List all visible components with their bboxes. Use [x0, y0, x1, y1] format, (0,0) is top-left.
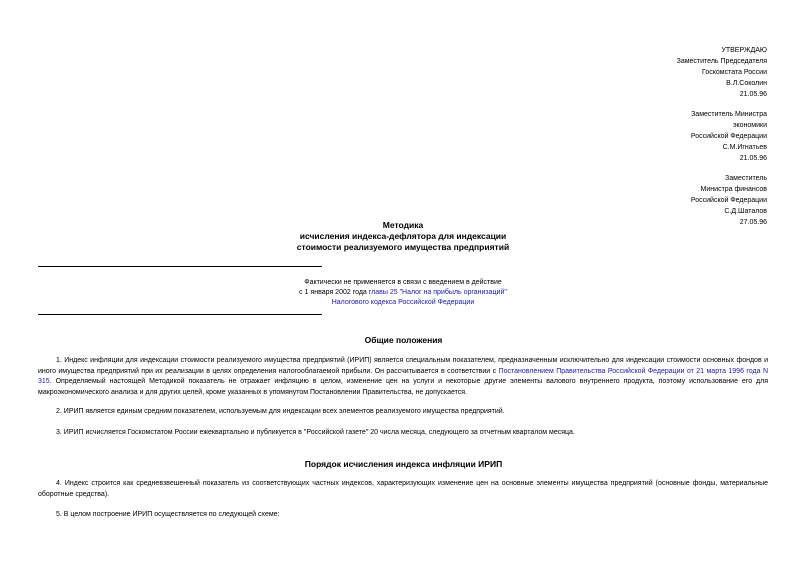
paragraph-text: . Определяемый настоящей Методикой показатель не отражает инфляцию в целом, изменение цен на услуги и некоторые другие элементы валового внутреннего продукта, поэтому использование его для макроэкономического анализа и для других целей, кроме указанных в упомянутом Постановлении Правительства, не допускается. — [38, 378, 768, 396]
approval-line: В.Л.Соколин — [726, 80, 767, 87]
divider-top — [38, 266, 322, 267]
section-heading-procedure: Порядок исчисления индекса инфляции ИРИП — [304, 459, 503, 469]
approval-date: 27.05.96 — [739, 219, 767, 226]
approval-stamps — [677, 45, 767, 237]
note-line — [200, 288, 606, 298]
approval-line: экономики — [732, 122, 767, 129]
note-line — [200, 298, 606, 308]
approval-line: С.Д.Шаталов — [724, 208, 767, 215]
approval-line: Министра финансов — [700, 186, 767, 193]
document-title — [200, 220, 606, 253]
approval-date: 21.05.96 — [739, 155, 767, 162]
approval-line: Российской Федерации — [690, 133, 767, 140]
approval-block-2 — [677, 109, 767, 164]
approval-line: Заместитель — [725, 175, 767, 182]
approval-block-3 — [677, 173, 767, 228]
approval-line: УТВЕРЖДАЮ — [721, 47, 767, 54]
note-line: Фактически не применяется в связи с введением в действие — [304, 279, 502, 286]
note-text: с 1 января 2002 года — [299, 289, 369, 296]
approval-line: Российской Федерации — [690, 197, 767, 204]
paragraph-4: 4. Индекс строится как средневзвешенный показатель из соответствующих частных индексов, характеризующих изменение цен на основные элементы имущества предприятий (основные фонды, материальные оборотные средства). — [38, 480, 768, 498]
paragraph-3: 3. ИРИП исчисляется Госкомстатом России ежеквартально и публикуется в "Российской газете" 20 числа месяца, следующего за отчетным кварталом месяца. — [56, 429, 575, 436]
title-line: исчисления индекса-дефлятора для индексации — [299, 231, 507, 241]
title-line: Методика — [382, 220, 424, 230]
approval-line: Заместитель Министра — [691, 111, 767, 118]
approval-date: 21.05.96 — [739, 91, 767, 98]
approval-block-1 — [677, 45, 767, 100]
title-line: стоимости реализуемого имущества предприятий — [296, 242, 510, 252]
status-note — [200, 278, 606, 308]
tax-code-chapter-link[interactable]: главы 25 "Налог на прибыль организаций" — [368, 289, 507, 296]
tax-code-link[interactable]: Налогового кодекса Российской Федерации — [331, 299, 475, 306]
paragraph-5: 5. В целом построение ИРИП осуществляется по следующей схеме: — [56, 511, 280, 518]
section-heading-general: Общие положения — [364, 335, 443, 345]
approval-line: Госкомстата России — [702, 69, 767, 76]
paragraph-1 — [38, 356, 768, 398]
approval-line: Заместитель Председателя — [676, 58, 767, 65]
government-decree-link[interactable]: Постановлением Правительства Российской Федерации от 21 марта 1996 года N 315 — [38, 367, 768, 385]
approval-line: С.М.Игнатьев — [722, 144, 767, 151]
paragraph-text: 1. Индекс инфляции для индексации стоимости реализуемого имущества предприятий (ИРИП) является специальным показателем, предназначенным исключительно для индексации стоимости основных фондов и иного имущества предприятий при их реализации в целях определения налогооблагаемой прибыли. Он рассчитывается в соответствии с — [38, 357, 768, 375]
divider-bottom — [38, 314, 322, 315]
paragraph-2: 2. ИРИП является единым средним показателем, используемым для индексации всех элементов реализуемого имущества предприятий. — [56, 408, 505, 415]
